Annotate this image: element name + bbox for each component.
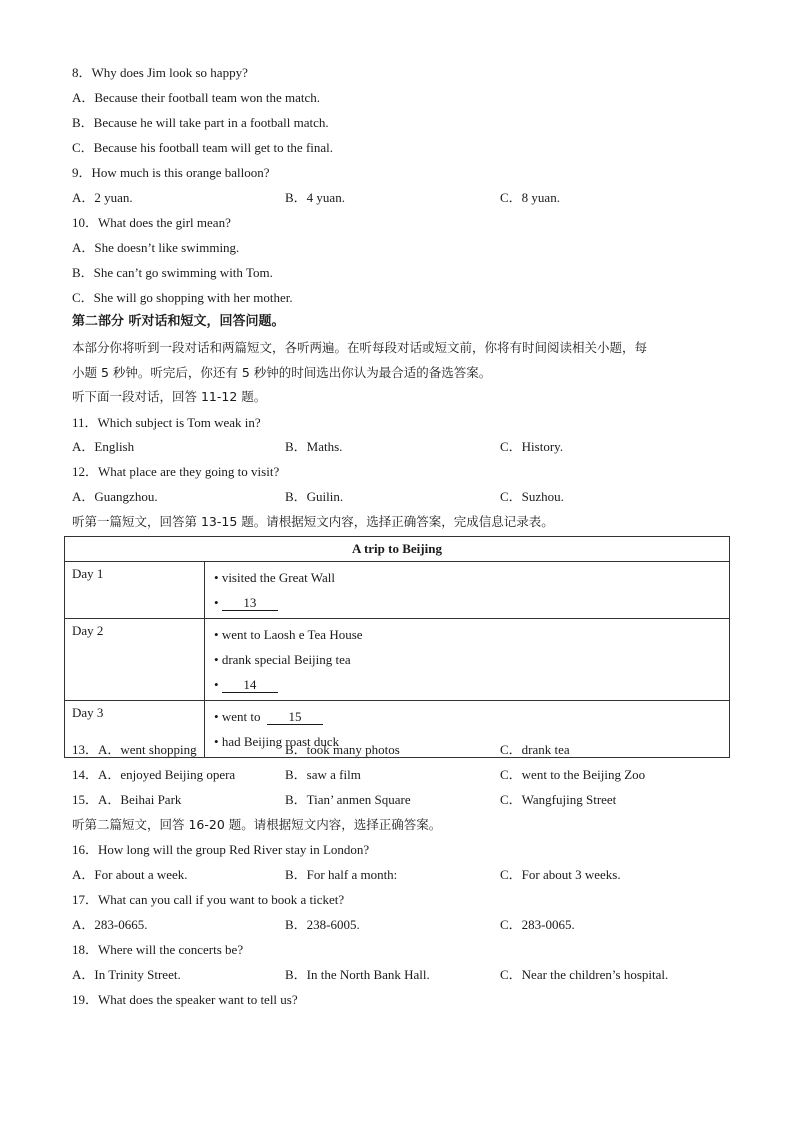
trip-table-title: A trip to Beijing <box>65 537 730 562</box>
dialogue-instruction: 听下面一段对话，回答 11-12 题。 <box>72 389 267 404</box>
q11-option-b: B．Maths. <box>285 439 343 454</box>
day-1-label: Day 1 <box>65 562 205 619</box>
activity-item: • had Beijing roast duck <box>214 734 340 749</box>
trip-record-table <box>64 536 730 758</box>
q10-stem: 10．What does the girl mean? <box>72 215 231 230</box>
trip-row-day-1 <box>65 562 730 619</box>
q18-option-a: A．In Trinity Street. <box>72 967 181 982</box>
q8-stem: 8．Why does Jim look so happy? <box>72 65 248 80</box>
q14-option-b: B．saw a film <box>285 767 361 782</box>
activity-item: • 13 <box>214 590 729 615</box>
day-3-label: Day 3 <box>65 701 205 758</box>
q16-option-a: A．For about a week. <box>72 867 188 882</box>
q15-option-c: C．Wangfujing Street <box>500 792 617 807</box>
q11-option-a: A．English <box>72 439 135 454</box>
q10-option-a: A．She doesn’t like swimming. <box>72 240 240 255</box>
q17-option-b: B．238-6005. <box>285 917 360 932</box>
q10-option-c: C．She will go shopping with her mother. <box>72 290 293 305</box>
q10-option-b: B．She can’t go swimming with Tom. <box>72 265 273 280</box>
activity-item: • went to Laosh e Tea House <box>214 627 363 642</box>
q9-option-a: A．2 yuan. <box>72 190 133 205</box>
q12-option-c: C．Suzhou. <box>500 489 564 504</box>
q17-option-c: C．283-0065. <box>500 917 575 932</box>
q16-option-c: C．For about 3 weeks. <box>500 867 621 882</box>
q16-option-b: B．For half a month: <box>285 867 398 882</box>
q12-option-a: A．Guangzhou. <box>72 489 158 504</box>
q17-stem: 17．What can you call if you want to book a ticket? <box>72 892 345 907</box>
passage2-instruction: 听第二篇短文，回答 16-20 题。请根据短文内容，选择正确答案。 <box>72 817 442 832</box>
q9-option-c: C．8 yuan. <box>500 190 560 205</box>
q18-option-b: B．In the North Bank Hall. <box>285 967 430 982</box>
q14-option-c: C．went to the Beijing Zoo <box>500 767 646 782</box>
part2-intro-line-1: 本部分你将听到一段对话和两篇短文，各听两遍。在听每段对话或短文前，你将有时间阅读相关小题，每 <box>72 340 648 355</box>
q13-option-b: B．took many photos <box>285 742 400 757</box>
trip-row-day-2 <box>65 619 730 701</box>
q8-option-c: C．Because his football team will get to the final. <box>72 140 334 155</box>
passage1-instruction: 听第一篇短文，回答第 13-15 题。请根据短文内容，选择正确答案，完成信息记录表。 <box>72 514 554 529</box>
q15-option-b: B．Tian’ anmen Square <box>285 792 411 807</box>
q18-stem: 18．Where will the concerts be? <box>72 942 244 957</box>
q15-option-a: 15．A．Beihai Park <box>72 792 182 807</box>
day-2-label: Day 2 <box>65 619 205 701</box>
q17-option-a: A．283-0665. <box>72 917 148 932</box>
q16-stem: 16．How long will the group Red River stay in London? <box>72 842 370 857</box>
q8-option-a: A．Because their football team won the match. <box>72 90 321 105</box>
q12-stem: 12．What place are they going to visit? <box>72 464 280 479</box>
q12-option-b: B．Guilin. <box>285 489 344 504</box>
answer-blank-14[interactable]: 14 <box>222 678 278 693</box>
activity-item: • 14 <box>214 672 729 697</box>
q8-option-b: B．Because he will take part in a football match. <box>72 115 329 130</box>
q14-option-a: 14．A．enjoyed Beijing opera <box>72 767 236 782</box>
part2-heading: 第二部分 听对话和短文，回答问题。 <box>72 314 285 329</box>
answer-blank-13[interactable]: 13 <box>222 596 278 611</box>
q13-option-a: 13．A．went shopping <box>72 742 197 757</box>
q19-stem: 19．What does the speaker want to tell us? <box>72 992 298 1007</box>
part2-intro-line-2: 小题 5 秒钟。听完后，你还有 5 秒钟的时间选出你认为最合适的备选答案。 <box>72 365 492 380</box>
activity-item: • went to 15 <box>214 704 729 729</box>
q11-stem: 11．Which subject is Tom weak in? <box>72 415 261 430</box>
q9-option-b: B．4 yuan. <box>285 190 345 205</box>
q13-option-c: C．drank tea <box>500 742 570 757</box>
answer-blank-15[interactable]: 15 <box>267 710 323 725</box>
activity-item: • visited the Great Wall <box>214 570 335 585</box>
q9-stem: 9．How much is this orange balloon? <box>72 165 270 180</box>
activity-item: • drank special Beijing tea <box>214 652 351 667</box>
q18-option-c: C．Near the children’s hospital. <box>500 967 669 982</box>
q11-option-c: C．History. <box>500 439 564 454</box>
